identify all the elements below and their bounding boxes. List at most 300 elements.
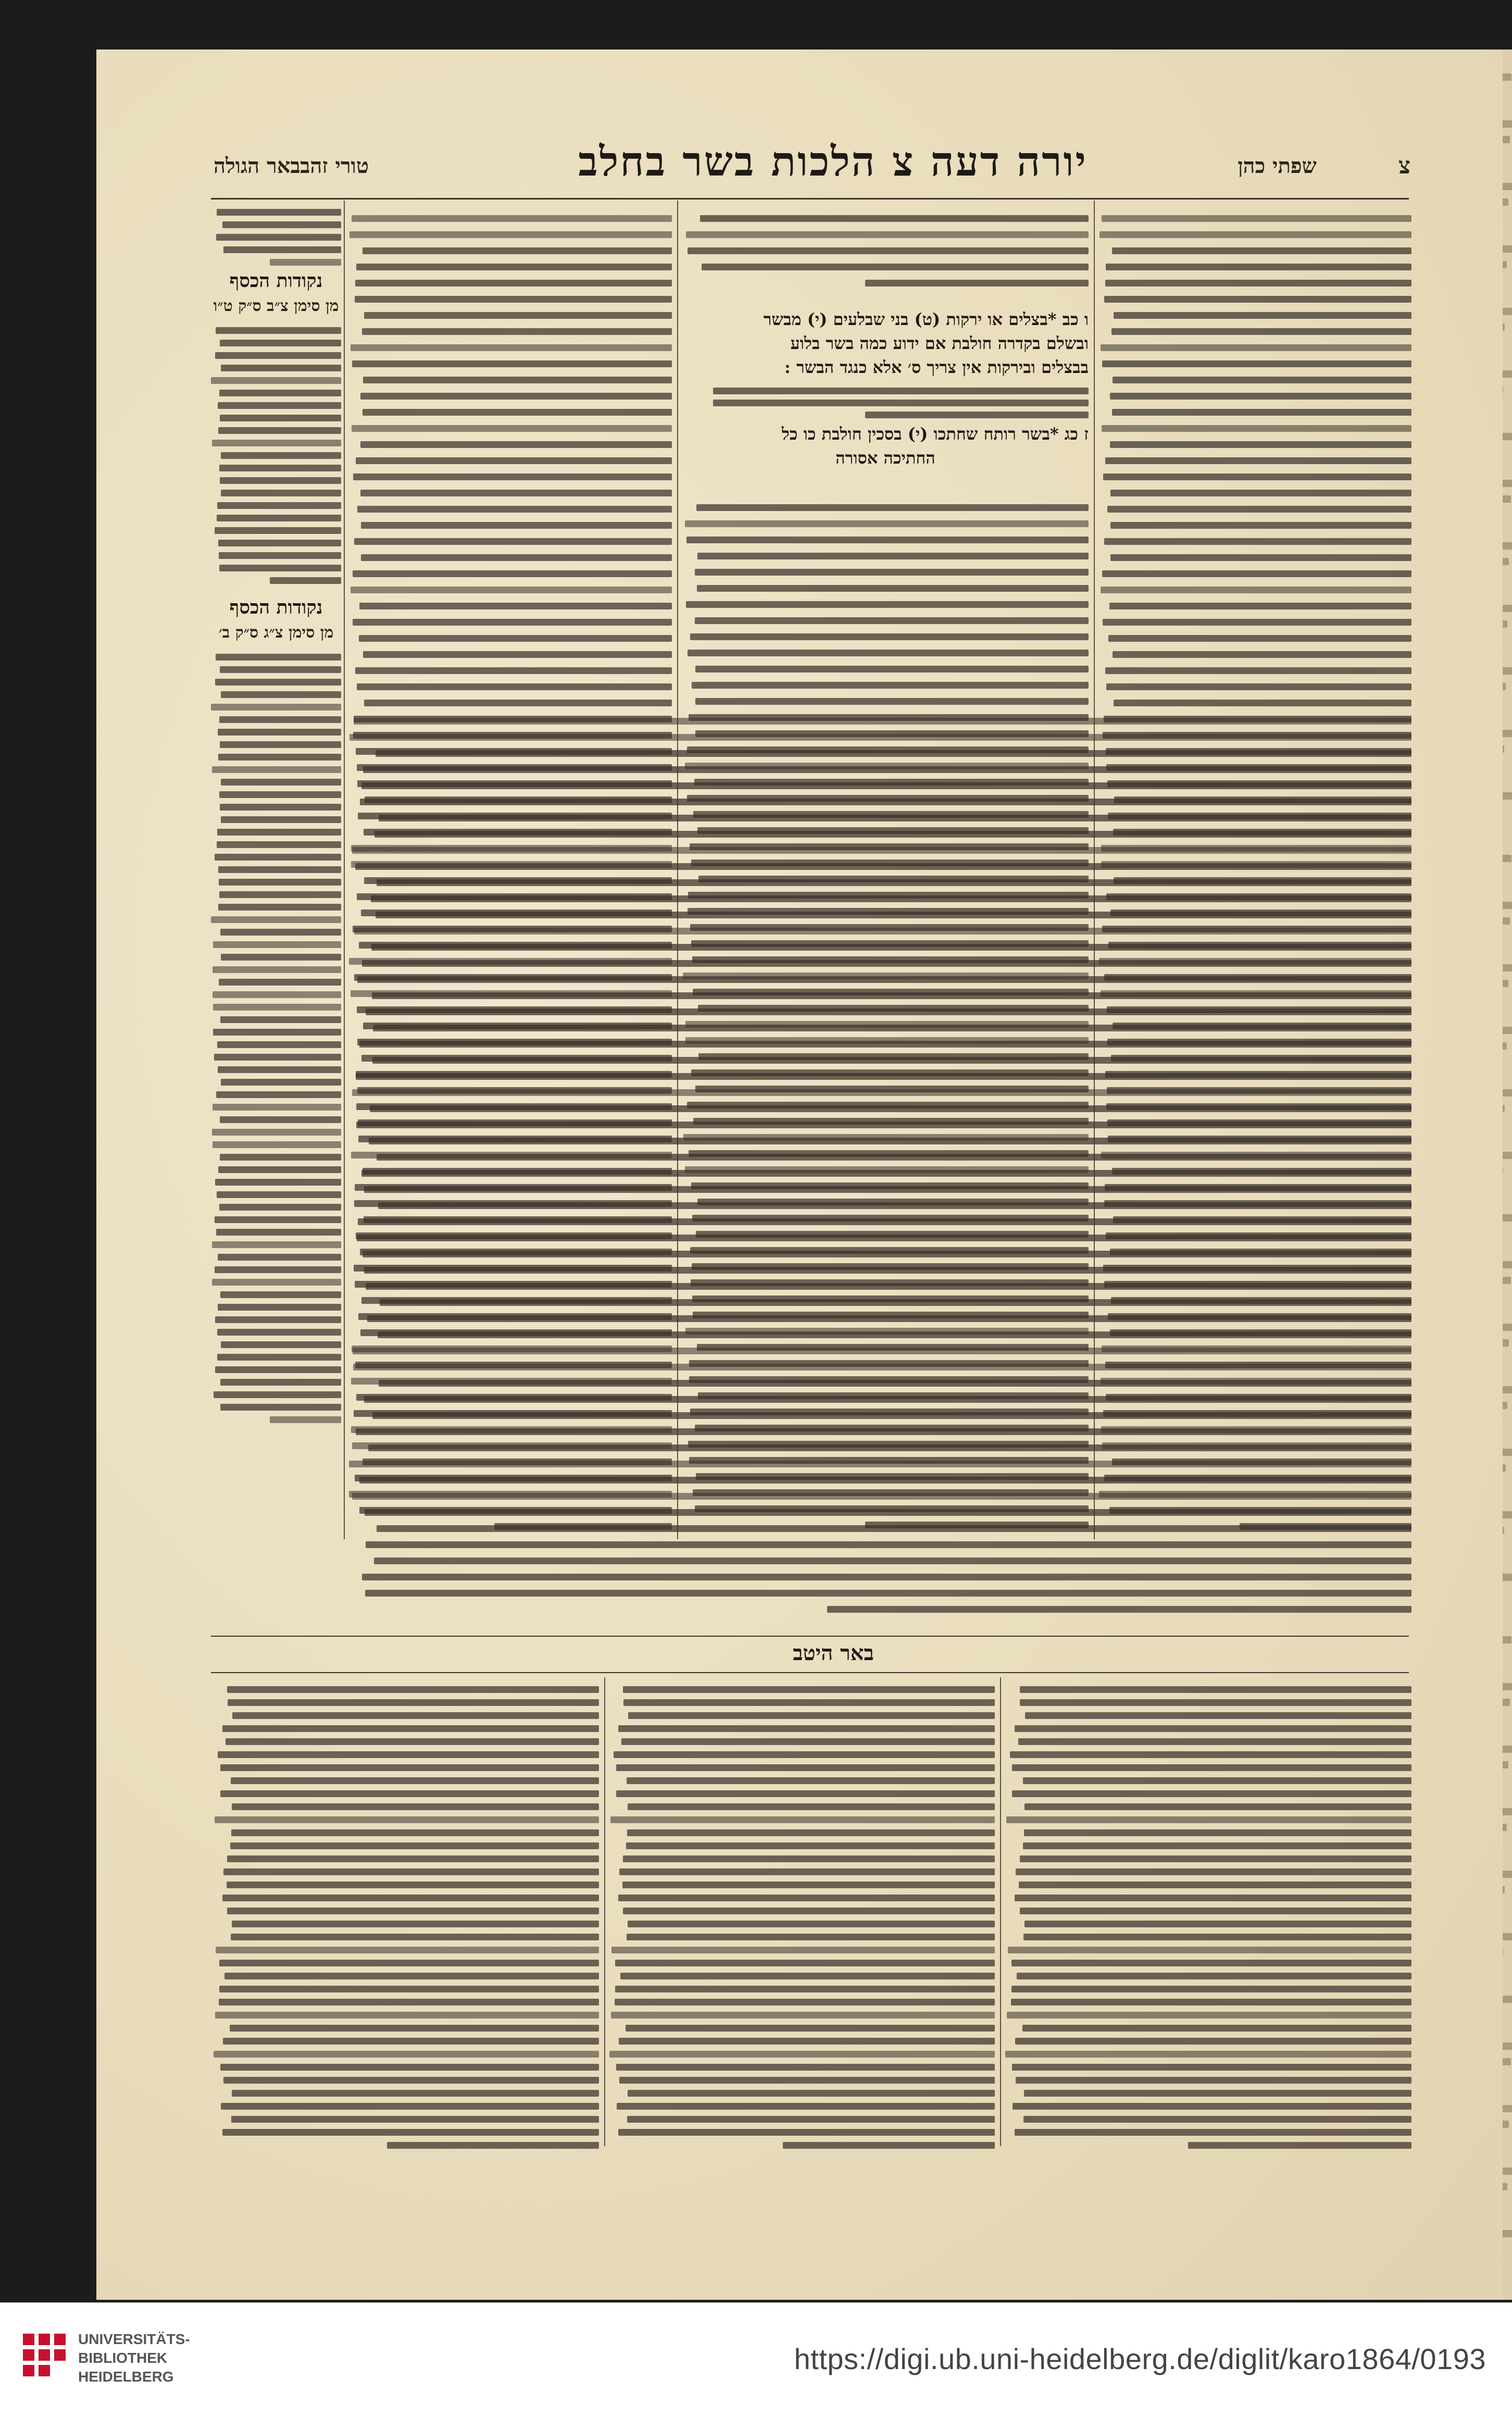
text-line xyxy=(353,619,672,626)
text-line xyxy=(218,1066,341,1073)
column-divider xyxy=(604,1677,605,2146)
column-divider xyxy=(344,201,345,1539)
text-line xyxy=(697,585,1089,592)
text-line xyxy=(230,1842,599,1849)
text-line xyxy=(366,1008,1411,1015)
text-line xyxy=(227,1908,599,1914)
text-line xyxy=(220,1154,341,1161)
text-line xyxy=(222,221,341,228)
text-line xyxy=(219,1986,599,1992)
text-line xyxy=(356,1122,1411,1128)
text-line xyxy=(220,1404,341,1411)
text-line xyxy=(220,1764,599,1771)
text-line xyxy=(1016,2077,1412,2084)
text-line xyxy=(380,1299,1411,1306)
text-line xyxy=(223,246,341,253)
text-line xyxy=(221,691,341,698)
text-line xyxy=(360,393,672,400)
text-line xyxy=(1106,264,1411,270)
law-paragraph: ז כג *בשר רותח שחתכו (י) בסכין חולבת כו כל xyxy=(781,424,1089,444)
text-line xyxy=(387,2142,599,2149)
full-width-commentary xyxy=(349,708,1411,1625)
text-line xyxy=(221,954,341,961)
text-line xyxy=(221,779,341,786)
text-line xyxy=(626,2025,995,2032)
text-line xyxy=(359,603,672,609)
text-line xyxy=(377,879,1411,886)
text-line xyxy=(366,1283,1411,1290)
text-line xyxy=(215,679,341,686)
text-line xyxy=(1025,1712,1411,1719)
text-line xyxy=(1102,425,1411,432)
text-line xyxy=(218,540,341,546)
text-line xyxy=(617,2103,995,2110)
text-line xyxy=(1099,231,1411,238)
text-line xyxy=(354,718,1411,725)
text-line xyxy=(1112,247,1411,254)
text-line xyxy=(373,1025,1411,1031)
text-line xyxy=(695,617,1089,624)
text-line xyxy=(218,1304,341,1311)
gloss-title-taz: טורי זהב xyxy=(300,154,369,178)
text-line xyxy=(623,1855,995,1862)
text-line xyxy=(220,2064,599,2071)
text-line xyxy=(270,1416,342,1423)
left-gloss-column xyxy=(211,203,341,1537)
text-line xyxy=(695,569,1089,576)
text-line xyxy=(1111,328,1411,335)
text-line xyxy=(686,231,1089,238)
text-line xyxy=(218,1166,341,1173)
text-line xyxy=(221,490,341,496)
text-line xyxy=(219,979,341,986)
text-line xyxy=(227,1855,599,1862)
text-line xyxy=(349,231,672,238)
text-line xyxy=(611,1947,995,1953)
text-line xyxy=(356,1073,1411,1080)
text-line xyxy=(220,1016,341,1023)
text-line xyxy=(361,522,672,529)
beer-heitev-column xyxy=(609,1680,995,2149)
text-line xyxy=(213,1141,341,1148)
text-line xyxy=(628,1712,995,1719)
text-line xyxy=(628,1921,995,1927)
text-line xyxy=(352,1493,1411,1500)
text-line xyxy=(352,847,1411,854)
text-line xyxy=(1024,1803,1411,1810)
text-line xyxy=(217,209,341,216)
text-line xyxy=(619,2077,995,2084)
text-line xyxy=(215,854,341,861)
main-text-top xyxy=(682,206,1089,302)
gloss-title-beer-hagolah: באר הגולה xyxy=(214,154,301,178)
text-line xyxy=(219,716,341,723)
text-line xyxy=(377,1525,1411,1532)
text-line xyxy=(364,1267,1411,1274)
page-number: צ xyxy=(1398,153,1410,179)
text-line xyxy=(619,1868,995,1875)
text-line xyxy=(219,552,341,559)
text-line xyxy=(1020,1686,1411,1693)
text-line xyxy=(361,1170,1411,1177)
header-rule xyxy=(211,198,1409,200)
text-line xyxy=(226,1738,599,1745)
text-line xyxy=(618,2129,995,2136)
text-line xyxy=(220,415,341,421)
text-line xyxy=(353,474,672,480)
text-line xyxy=(686,537,1089,543)
column-divider xyxy=(1000,1677,1001,2146)
text-line xyxy=(228,1699,599,1706)
text-line xyxy=(615,1986,995,1992)
text-line xyxy=(360,441,672,448)
text-line xyxy=(377,1154,1411,1161)
text-line xyxy=(221,2103,599,2110)
law-paragraph: ו כב *בצלים או ירקות (ט) בני שבלעים (י) מבשר xyxy=(763,309,1089,329)
text-line xyxy=(1016,1868,1411,1875)
text-line xyxy=(349,734,1411,741)
text-line xyxy=(1110,441,1411,448)
text-line xyxy=(1013,2103,1411,2110)
text-line xyxy=(623,1699,995,1706)
text-line xyxy=(363,766,1411,773)
text-line xyxy=(359,635,672,642)
text-line xyxy=(1114,312,1411,319)
text-line xyxy=(1018,1738,1411,1745)
text-line xyxy=(1110,522,1411,529)
text-line xyxy=(1015,2129,1411,2136)
text-line xyxy=(212,1241,341,1248)
text-line xyxy=(692,682,1089,689)
text-line xyxy=(220,1291,342,1298)
text-line xyxy=(216,654,341,661)
text-line xyxy=(219,1999,599,2005)
text-line xyxy=(213,941,341,948)
text-line xyxy=(1101,344,1411,351)
text-line xyxy=(353,570,672,577)
text-line xyxy=(361,554,672,561)
text-line xyxy=(215,1366,341,1373)
text-line xyxy=(215,2012,599,2019)
text-line xyxy=(355,280,672,286)
text-line xyxy=(359,1477,1411,1484)
text-line xyxy=(219,1960,599,1966)
beer-heitev-column xyxy=(1005,1680,1411,2149)
text-line xyxy=(216,327,341,334)
text-line xyxy=(1114,700,1411,706)
text-line xyxy=(214,1054,341,1061)
text-line xyxy=(371,944,1411,951)
text-line xyxy=(378,1202,1411,1209)
text-line xyxy=(232,1921,599,1927)
text-line xyxy=(627,1829,995,1836)
text-line xyxy=(618,1725,995,1732)
text-line xyxy=(615,1999,995,2005)
text-line xyxy=(1109,603,1411,609)
text-line xyxy=(1110,490,1411,496)
text-line xyxy=(218,1751,599,1758)
text-line xyxy=(213,1104,341,1111)
text-line xyxy=(367,1315,1412,1322)
section-heading: נקודות הכסף xyxy=(229,270,323,292)
text-line xyxy=(212,1279,341,1286)
text-line xyxy=(1019,1882,1411,1888)
library-name: UNIVERSITÄTS- BIBLIOTHEK HEIDELBERG xyxy=(78,2331,190,2385)
text-line xyxy=(1011,1986,1411,1992)
text-line xyxy=(616,2064,995,2071)
text-line xyxy=(366,1541,1411,1548)
text-line xyxy=(218,1254,341,1261)
text-line xyxy=(230,2025,599,2032)
text-line xyxy=(215,1216,341,1223)
text-line xyxy=(1023,1842,1411,1849)
text-line xyxy=(361,782,1411,789)
section-subheading: מן סימן צ״ב ס״ק ט״ו xyxy=(213,297,339,315)
law-paragraph: החתיכה אסורה xyxy=(835,448,935,468)
text-line xyxy=(215,527,341,534)
text-line xyxy=(220,804,341,811)
text-line xyxy=(1023,2116,1411,2123)
text-line xyxy=(222,1725,599,1732)
beer-heitev-column xyxy=(214,1680,599,2149)
text-line xyxy=(354,538,672,545)
text-line xyxy=(695,698,1089,705)
text-line xyxy=(220,477,341,484)
text-line xyxy=(232,2090,599,2097)
text-line xyxy=(222,1895,599,1901)
text-line xyxy=(217,1041,341,1048)
text-line xyxy=(1005,2051,1411,2058)
text-line xyxy=(216,1229,341,1236)
text-line xyxy=(218,402,341,409)
text-line xyxy=(1023,1777,1411,1784)
text-line xyxy=(223,2038,599,2045)
text-line xyxy=(610,1816,995,1823)
text-line xyxy=(374,1558,1411,1564)
text-line xyxy=(369,1138,1411,1144)
running-head xyxy=(214,138,1410,195)
text-line xyxy=(627,2116,995,2123)
text-line xyxy=(353,1364,1411,1371)
text-line xyxy=(1023,1934,1411,1940)
text-line xyxy=(364,1396,1411,1403)
text-line xyxy=(364,700,672,706)
text-line xyxy=(611,2012,995,2019)
text-line xyxy=(218,904,341,911)
text-line xyxy=(211,704,341,711)
text-line xyxy=(219,465,341,471)
text-line xyxy=(376,912,1411,918)
text-line xyxy=(616,1764,995,1771)
text-line xyxy=(214,2051,599,2058)
text-line xyxy=(1101,587,1411,593)
text-line xyxy=(1015,1725,1411,1732)
viewer-footer xyxy=(0,2302,1512,2417)
text-line xyxy=(215,1316,341,1323)
text-line xyxy=(1008,1947,1411,1953)
text-line xyxy=(1017,1973,1411,1979)
text-line xyxy=(614,1751,995,1758)
text-line xyxy=(213,1029,341,1036)
text-line xyxy=(1020,1699,1411,1706)
text-line xyxy=(232,1803,599,1810)
text-line xyxy=(620,1973,995,1979)
text-line xyxy=(220,666,341,673)
text-line xyxy=(713,388,1089,394)
text-line xyxy=(357,683,672,690)
text-line xyxy=(216,1947,599,1953)
text-line xyxy=(1102,360,1411,367)
text-line xyxy=(368,1444,1411,1451)
text-line xyxy=(270,259,342,266)
text-line xyxy=(356,264,672,270)
text-line xyxy=(220,340,341,346)
text-line xyxy=(1112,409,1411,416)
text-line xyxy=(627,1934,995,1940)
text-line xyxy=(221,452,341,459)
text-line xyxy=(213,1004,341,1011)
permalink-url[interactable]: https://digi.ub.uni-heidelberg.de/diglit/karo1864/0193 xyxy=(794,2343,1486,2375)
text-line xyxy=(270,577,342,584)
text-line xyxy=(227,1686,599,1693)
text-line xyxy=(365,1590,1411,1597)
text-line xyxy=(363,651,672,658)
text-line xyxy=(1105,457,1411,464)
text-line xyxy=(358,1218,1411,1225)
text-line xyxy=(688,247,1089,254)
text-line xyxy=(609,2051,995,2058)
text-line xyxy=(232,1712,599,1719)
text-line xyxy=(1015,1895,1411,1901)
text-line xyxy=(217,1354,341,1361)
text-line xyxy=(231,1829,599,1836)
text-line xyxy=(357,1235,1411,1241)
text-line xyxy=(212,440,341,446)
text-line xyxy=(1113,651,1411,658)
text-line xyxy=(224,1973,599,1979)
text-line xyxy=(696,504,1089,511)
text-line xyxy=(215,1179,341,1186)
bottom-section-title: באר היטב xyxy=(793,1641,874,1665)
text-line xyxy=(1107,506,1411,513)
text-line xyxy=(218,866,341,873)
text-line xyxy=(697,553,1089,559)
text-line xyxy=(218,754,341,761)
university-library-logo xyxy=(21,2332,70,2389)
text-line xyxy=(1024,2090,1411,2097)
text-line xyxy=(351,344,672,351)
text-line xyxy=(690,633,1089,640)
text-line xyxy=(220,1116,341,1123)
text-line xyxy=(353,1348,1411,1354)
text-line xyxy=(352,215,672,222)
text-line xyxy=(623,1686,995,1693)
text-line xyxy=(686,601,1089,608)
law-paragraph: בבצלים ובירקות אין צריך ס׳ אלא כנגד הבשר : xyxy=(784,357,1089,377)
text-line xyxy=(219,390,341,396)
text-line xyxy=(222,2129,599,2136)
text-line xyxy=(216,234,341,241)
text-line xyxy=(355,296,672,303)
text-line xyxy=(363,409,672,416)
text-line xyxy=(362,960,1411,967)
text-line xyxy=(360,490,672,496)
text-line xyxy=(1188,2142,1411,2149)
text-line xyxy=(1007,2012,1411,2019)
section-heading: נקודות הכסף xyxy=(229,596,323,618)
text-line xyxy=(619,2038,995,2045)
text-line xyxy=(1020,1908,1411,1914)
text-line xyxy=(215,1816,599,1823)
text-line xyxy=(352,425,672,432)
text-line xyxy=(211,377,341,384)
text-line xyxy=(616,1790,995,1797)
gloss-text xyxy=(211,203,341,266)
text-line xyxy=(1110,554,1411,561)
text-line xyxy=(379,815,1411,821)
text-line xyxy=(219,791,341,798)
text-line xyxy=(215,352,341,359)
gloss-title-shach: שפתי כהן xyxy=(1238,154,1317,178)
text-line xyxy=(219,879,341,886)
text-line xyxy=(1102,215,1411,222)
text-line xyxy=(351,587,672,593)
text-line xyxy=(1012,2064,1411,2071)
section-rule xyxy=(211,1672,1409,1673)
text-line xyxy=(219,1204,341,1211)
text-line xyxy=(217,515,341,521)
text-line xyxy=(231,1777,599,1784)
text-line xyxy=(218,427,341,434)
text-line xyxy=(695,666,1089,672)
text-line xyxy=(362,1574,1411,1580)
text-line xyxy=(360,799,1411,805)
text-line xyxy=(352,360,672,367)
text-line xyxy=(374,831,1411,838)
text-line xyxy=(231,1934,599,1940)
text-line xyxy=(1103,619,1411,626)
text-line xyxy=(1104,538,1411,545)
text-line xyxy=(713,400,1089,406)
text-line xyxy=(365,1509,1411,1516)
text-line xyxy=(221,365,341,371)
text-line xyxy=(355,667,672,674)
text-line xyxy=(215,1266,341,1273)
text-line xyxy=(363,377,672,383)
text-line xyxy=(1102,570,1411,577)
text-line xyxy=(359,1041,1411,1048)
text-line xyxy=(219,891,341,898)
text-line xyxy=(865,280,1089,286)
page-title: יורה דעה צ הלכות בשר בחלב xyxy=(578,138,1088,185)
text-line xyxy=(1024,1921,1411,1927)
text-line xyxy=(376,750,1411,757)
text-line xyxy=(214,1391,341,1398)
text-line xyxy=(217,829,341,836)
gloss-text xyxy=(211,648,341,1429)
text-line xyxy=(217,1191,341,1198)
text-line xyxy=(688,650,1089,656)
text-line xyxy=(354,928,1411,935)
text-line xyxy=(220,741,341,748)
text-line xyxy=(700,215,1089,222)
text-line xyxy=(211,916,341,923)
text-line xyxy=(220,929,341,936)
text-line xyxy=(363,247,672,254)
text-line xyxy=(1012,1764,1411,1771)
text-line xyxy=(627,1777,995,1784)
text-line xyxy=(370,1105,1411,1112)
